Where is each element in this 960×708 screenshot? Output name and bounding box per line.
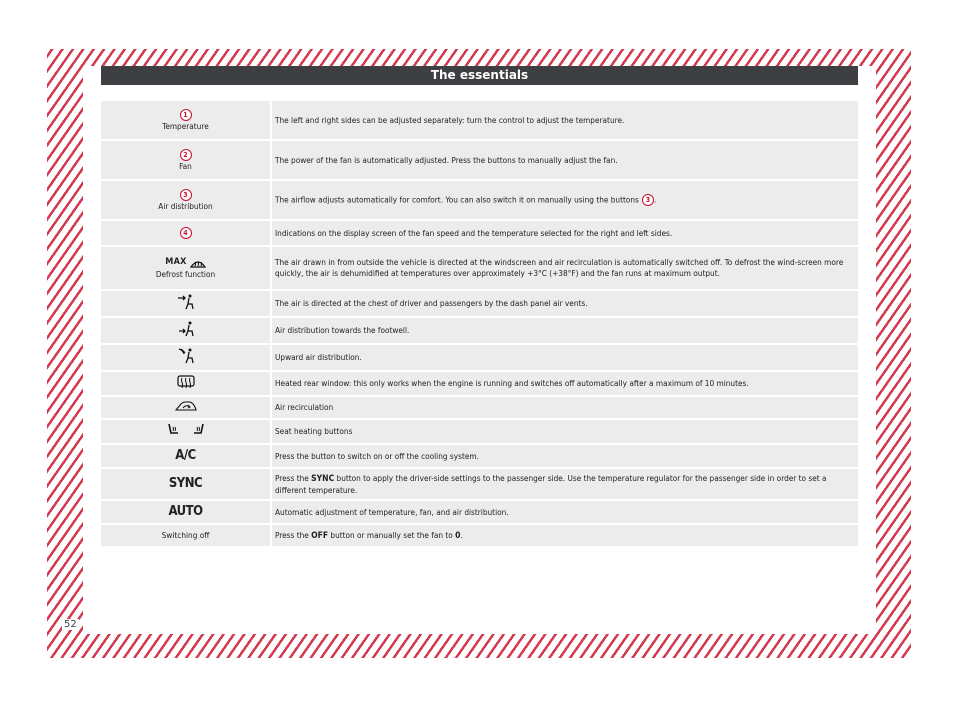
- control-cell: [101, 445, 270, 467]
- control-cell: [101, 101, 270, 139]
- airflow-chest-icon: [177, 294, 195, 310]
- number-marker: 1: [180, 109, 192, 121]
- control-cell: [101, 221, 270, 245]
- table-row: [101, 247, 858, 289]
- description-text: Air distribution towards the footwell.: [275, 325, 410, 335]
- sync-button-label: SYNC: [168, 476, 203, 491]
- description-cell: [270, 101, 858, 139]
- page-number: 52: [64, 619, 77, 630]
- description-cell: [270, 345, 858, 370]
- page-header: [101, 66, 858, 85]
- off-inline-label: OFF: [311, 530, 329, 541]
- description-text: The air drawn in from outside the vehicle is directed at the windscreen and air recirculation is automatically switched off. To defrost the wind-screen more quickly, the air is dehumidified at temperatures over approximately +3°C (+38°F) and the fan runs at maximum output.: [275, 257, 844, 278]
- description-cell: [270, 445, 858, 467]
- table-row: [101, 501, 858, 523]
- description-cell: [270, 501, 858, 523]
- control-cell: [101, 345, 270, 370]
- description-text: Upward air distribution.: [275, 352, 362, 362]
- table-row: [101, 372, 858, 395]
- description-cell: [270, 247, 858, 289]
- description-text: The air is directed at the chest of driver and passengers by the dash panel air vents.: [275, 298, 588, 308]
- ac-button-label: A/C: [175, 448, 196, 463]
- control-label: Air distribution: [158, 200, 213, 211]
- table-row: [101, 469, 858, 499]
- description-text: Press the: [275, 472, 309, 483]
- description-text: The power of the fan is automatically adjusted. Press the buttons to manually adjust the fan.: [275, 154, 618, 165]
- table-row: [101, 445, 858, 467]
- control-label: Temperature: [162, 120, 209, 131]
- control-label: Fan: [179, 160, 192, 171]
- control-label: Defrost function: [155, 268, 216, 279]
- description-text: Seat heating buttons: [275, 426, 353, 436]
- number-marker: 3: [180, 189, 192, 201]
- rear-window-heating-icon: [177, 375, 195, 389]
- control-cell: [101, 181, 270, 219]
- control-label: Switching off: [161, 530, 210, 540]
- airflow-footwell-icon: [177, 321, 195, 337]
- control-cell: [101, 318, 270, 343]
- description-text: button to apply the driver-side settings to the passenger side. Use the temperature regulator for the passenger side in order to set a different temperature.: [275, 472, 827, 495]
- number-marker: 3: [642, 194, 654, 206]
- description-text: Indications on the display screen of the fan speed and the temperature selected for the right and left sides.: [275, 227, 673, 238]
- description-cell: [270, 420, 858, 443]
- table-row: [101, 141, 858, 179]
- seat-heating-icon: [167, 423, 205, 437]
- airflow-upward-icon: [177, 348, 195, 364]
- description-text: Heated rear window: this only works when the engine is running and switches off automatically after a maximum of 10 minutes.: [275, 378, 749, 388]
- table-row: [101, 221, 858, 245]
- air-recirculation-icon: [175, 400, 197, 412]
- table-row: [101, 420, 858, 443]
- max-label: MAX: [165, 257, 187, 268]
- control-cell: [101, 247, 270, 289]
- fan-zero-label: 0: [455, 530, 461, 541]
- sync-inline-label: SYNC: [311, 473, 335, 484]
- description-cell: [270, 141, 858, 179]
- punctuation: .: [653, 194, 657, 205]
- table-row: [101, 101, 858, 139]
- auto-button-label: AUTO: [168, 504, 203, 519]
- description-cell: [270, 221, 858, 245]
- controls-table: [101, 99, 858, 548]
- table-row: [101, 345, 858, 370]
- header-title: The essentials: [430, 68, 529, 82]
- description-text: button or manually set the fan to: [330, 529, 453, 540]
- table-row: [101, 318, 858, 343]
- description-cell: [270, 181, 858, 219]
- description-cell: [270, 372, 858, 395]
- windscreen-defrost-icon: [190, 257, 206, 269]
- control-cell: [101, 141, 270, 179]
- description-cell: [270, 318, 858, 343]
- punctuation: .: [460, 529, 463, 540]
- description-cell: [270, 397, 858, 418]
- control-cell: [101, 372, 270, 395]
- description-text: The airflow adjusts automatically for comfort. You can also switch it on manually using the buttons: [275, 194, 639, 205]
- table-row: [101, 291, 858, 316]
- description-text: Automatic adjustment of temperature, fan, and air distribution.: [275, 506, 509, 517]
- description-text: Press the: [275, 529, 309, 540]
- description-cell: [270, 525, 858, 546]
- description-text: Press the button to switch on or off the cooling system.: [275, 450, 479, 461]
- description-text: The left and right sides can be adjusted separately: turn the control to adjust the temperature.: [275, 114, 625, 125]
- description-cell: [270, 291, 858, 316]
- number-marker: 2: [180, 149, 192, 161]
- table-row: [101, 525, 858, 546]
- description-cell: [270, 469, 858, 499]
- description-text: Air recirculation: [275, 402, 334, 412]
- number-marker: 4: [180, 227, 192, 239]
- control-cell: [101, 501, 270, 523]
- control-cell: [101, 420, 270, 443]
- table-row: [101, 397, 858, 418]
- control-cell: [101, 525, 270, 546]
- control-cell: [101, 469, 270, 499]
- table-row: [101, 181, 858, 219]
- control-cell: [101, 291, 270, 316]
- control-cell: [101, 397, 270, 418]
